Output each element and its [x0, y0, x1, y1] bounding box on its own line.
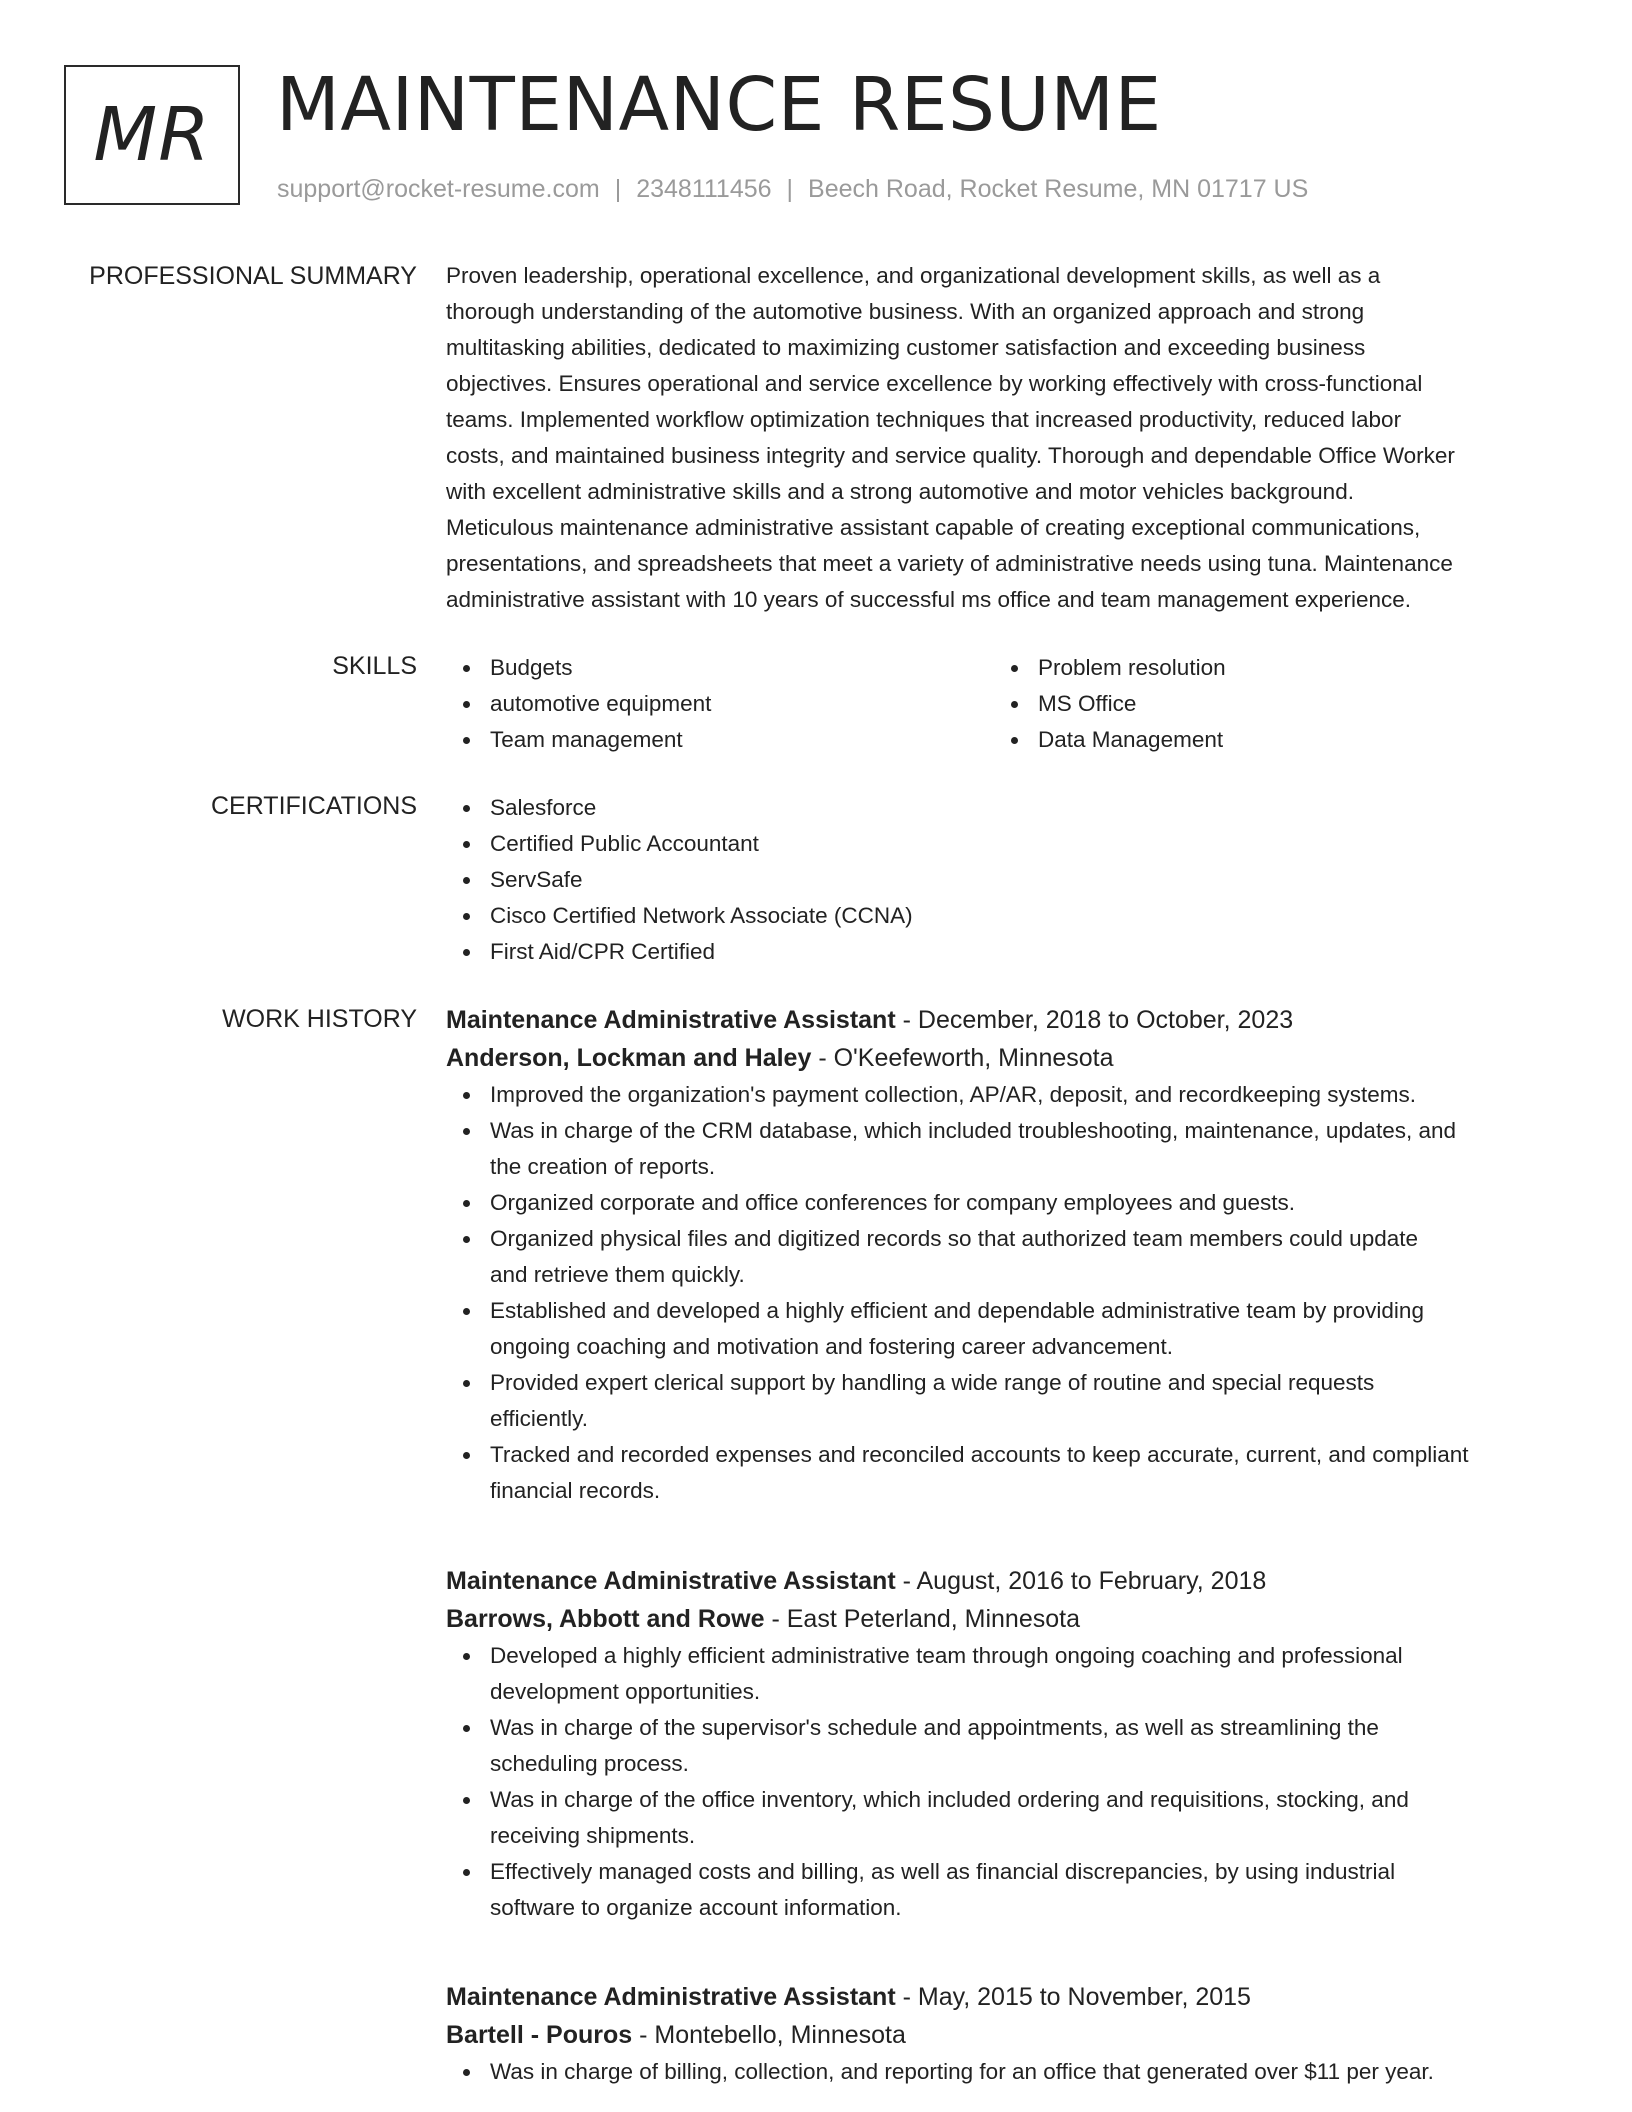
bullet-line: and retrieve them quickly.: [490, 1262, 745, 1287]
resume-title: MAINTENANCE RESUME: [276, 62, 1162, 148]
skills-list-left: [446, 650, 994, 758]
bullet-line: Improved the organization's payment collection, AP/AR, deposit, and recordkeeping systems.: [490, 1082, 1417, 1107]
job-bullet: [446, 1854, 1566, 1926]
summary-line: presentations, and spreadsheets that meet a variety of administrative needs using tuna. Maintenance: [446, 551, 1453, 576]
bullet-line: Provided expert clerical support by handling a wide range of routine and special requests: [490, 1370, 1375, 1395]
bullet-line: scheduling process.: [490, 1751, 689, 1776]
skills-columns: [446, 650, 1566, 758]
summary-line: Proven leadership, operational excellence, and organizational development skills, as well as a: [446, 263, 1381, 288]
summary-text: [446, 258, 1566, 618]
section-heading: PROFESSIONAL SUMMARY: [89, 262, 417, 290]
summary-line: Meticulous maintenance administrative assistant capable of creating exceptional communications,: [446, 515, 1421, 540]
job-bullet: [446, 1113, 1566, 1185]
summary-line: multitasking abilities, dedicated to maximizing customer satisfaction and exceeding business: [446, 335, 1366, 360]
bullet-line: Was in charge of the office inventory, which included ordering and requisitions, stocking, and: [490, 1787, 1409, 1812]
job-dates: - May, 2015 to November, 2015: [895, 1983, 1251, 2011]
job-title: Maintenance Administrative Assistant: [446, 1006, 896, 1034]
bullet-line: Was in charge of billing, collection, and reporting for an office that generated over $11 per year.: [490, 2059, 1434, 2084]
bullet-line: efficiently.: [490, 1406, 588, 1431]
job-entry: [446, 1978, 1566, 2090]
job-dates: - August, 2016 to February, 2018: [895, 1567, 1267, 1595]
job-bullet: [446, 1710, 1566, 1782]
certification-item: First Aid/CPR Certified: [446, 934, 1566, 970]
job-bullets: [446, 2054, 1566, 2090]
job-company: Barrows, Abbott and Rowe: [446, 1605, 765, 1633]
bullet-line: Organized physical files and digitized records so that authorized team members could update: [490, 1226, 1419, 1251]
skills-list-right: [994, 650, 1542, 758]
job-company-line: [446, 1039, 1566, 1077]
section-heading: SKILLS: [332, 652, 417, 680]
job-bullet: [446, 1185, 1566, 1221]
certifications-list: [446, 790, 1566, 970]
skill-item: Problem resolution: [994, 650, 1542, 686]
summary-line: thorough understanding of the automotive business. With an organized approach and strong: [446, 299, 1365, 324]
job-title-line: [446, 1978, 1566, 2016]
certification-item: Cisco Certified Network Associate (CCNA): [446, 898, 1566, 934]
contact-separator: |: [786, 175, 794, 203]
job-title: Maintenance Administrative Assistant: [446, 1567, 896, 1595]
job-bullets: [446, 1638, 1566, 1926]
bullet-line: Effectively managed costs and billing, as well as financial discrepancies, by using industrial: [490, 1859, 1396, 1884]
job-entry: [446, 1562, 1566, 1926]
job-entry: [446, 1001, 1566, 1509]
skill-item: Budgets: [446, 650, 994, 686]
certification-item: Certified Public Accountant: [446, 826, 1566, 862]
summary-line: with excellent administrative skills and a strong automotive and motor vehicles background.: [446, 479, 1354, 504]
skill-item: automotive equipment: [446, 686, 994, 722]
bullet-line: Established and developed a highly efficient and dependable administrative team by providing: [490, 1298, 1424, 1323]
job-bullet: [446, 1077, 1566, 1113]
job-company: Bartell - Pouros: [446, 2021, 633, 2049]
job-company: Anderson, Lockman and Haley: [446, 1044, 812, 1072]
monogram-logo: MR: [64, 65, 240, 205]
job-location: - O'Keefeworth, Minnesota: [811, 1044, 1114, 1072]
section-heading: WORK HISTORY: [222, 1005, 417, 1033]
resume-header: [64, 64, 1564, 214]
job-bullet: [446, 2054, 1566, 2090]
job-dates: - December, 2018 to October, 2023: [895, 1006, 1294, 1034]
bullet-line: ongoing coaching and motivation and fostering career advancement.: [490, 1334, 1173, 1359]
job-bullet: [446, 1782, 1566, 1854]
skill-item: MS Office: [994, 686, 1542, 722]
job-title-line: [446, 1001, 1566, 1039]
job-bullet: [446, 1221, 1566, 1293]
job-location: - East Peterland, Minnesota: [764, 1605, 1080, 1633]
job-bullets: [446, 1077, 1566, 1509]
contact-separator: |: [614, 175, 622, 203]
summary-line: teams. Implemented workflow optimization techniques that increased productivity, reduced labor: [446, 407, 1402, 432]
job-title: Maintenance Administrative Assistant: [446, 1983, 896, 2011]
bullet-line: Developed a highly efficient administrative team through ongoing coaching and professional: [490, 1643, 1403, 1668]
contact-line: [277, 175, 1308, 204]
certification-item: Salesforce: [446, 790, 1566, 826]
job-bullet: [446, 1293, 1566, 1365]
bullet-line: receiving shipments.: [490, 1823, 696, 1848]
summary-line: costs, and maintained business integrity and service quality. Thorough and dependable Office Worker: [446, 443, 1455, 468]
job-company-line: [446, 1600, 1566, 1638]
section-heading: CERTIFICATIONS: [210, 792, 417, 820]
contact-email[interactable]: support@rocket-resume.com: [277, 175, 600, 203]
bullet-line: the creation of reports.: [490, 1154, 716, 1179]
certification-item: ServSafe: [446, 862, 1566, 898]
summary-line: objectives. Ensures operational and service excellence by working effectively with cross-functional: [446, 371, 1423, 396]
job-location: - Montebello, Minnesota: [632, 2021, 906, 2049]
contact-address: Beech Road, Rocket Resume, MN 01717 US: [808, 175, 1309, 203]
job-bullet: [446, 1437, 1566, 1509]
bullet-line: financial records.: [490, 1478, 661, 1503]
bullet-line: software to organize account information.: [490, 1895, 902, 1920]
contact-phone[interactable]: 2348111456: [636, 175, 772, 203]
bullet-line: development opportunities.: [490, 1679, 761, 1704]
certifications-body: [446, 790, 1566, 970]
job-bullet: [446, 1638, 1566, 1710]
summary-line: administrative assistant with 10 years of successful ms office and team management experience.: [446, 587, 1412, 612]
bullet-line: Organized corporate and office conferences for company employees and guests.: [490, 1190, 1296, 1215]
job-title-line: [446, 1562, 1566, 1600]
bullet-line: Tracked and recorded expenses and reconciled accounts to keep accurate, current, and compliant: [490, 1442, 1469, 1467]
job-company-line: [446, 2016, 1566, 2054]
bullet-line: Was in charge of the supervisor's schedule and appointments, as well as streamlining the: [490, 1715, 1379, 1740]
skill-item: Team management: [446, 722, 994, 758]
job-bullet: [446, 1365, 1566, 1437]
skill-item: Data Management: [994, 722, 1542, 758]
bullet-line: Was in charge of the CRM database, which included troubleshooting, maintenance, updates, and: [490, 1118, 1457, 1143]
